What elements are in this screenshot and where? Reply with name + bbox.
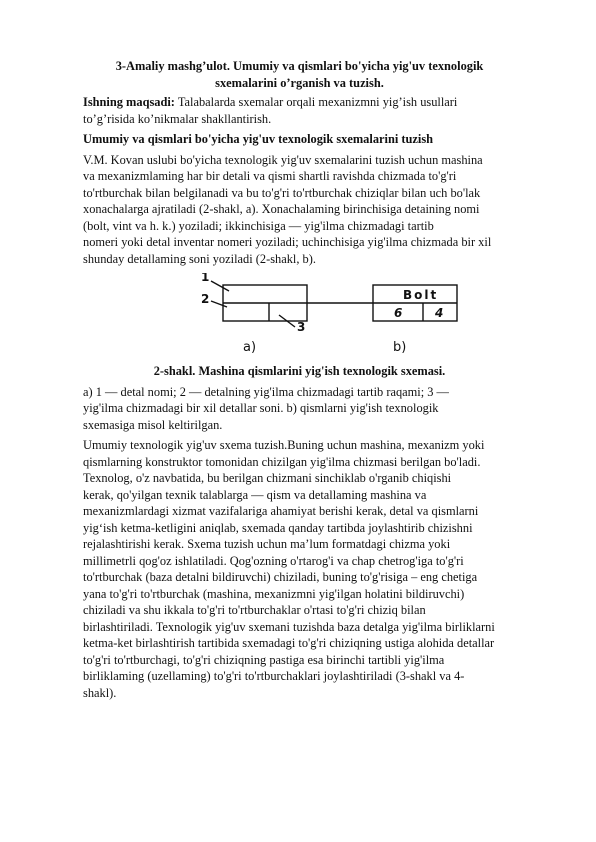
paragraph-2-line: millimetrli qog'oz ishlatiladi. Qog'ozning o'rtarog'i va chap chetrog'iga to'g'ri [83,553,464,568]
legend-line: a) 1 — detal nomi; 2 — detalning yig'ilma chizmadagi tartib raqami; 3 — [83,384,449,399]
title-line-2: sxemalarini o’rganish va tuzish. [215,75,384,90]
box-number-label: 6 [394,306,403,320]
callout-1-label: 1 [201,273,210,284]
paragraph-2-line: mexanizmlardagi xizmat vazifalariga ahamiyat berishi kerak, detal va qismlarni [83,504,479,518]
paragraph-2-line: yana to'g'ri to'rtburchak (mashina, mexanizmni yig'ilgan holatini bildiruvchi) [83,586,465,601]
document-page [83,58,516,705]
paragraph-2-line: to'g'ri to'rtburchagi, to'g'ri chiziqning pastiga esa birinchi tartibli yig'ilma [83,652,445,667]
figure-caption: 2-shakl. Mashina qismlarini yig'ish texnologik sxemasi. [153,364,446,378]
goal-text-2: to’g’risida ko’nikmalar shakllantirish. [83,111,272,126]
paragraph-1-line: nomeri yoki detal inventar nomeri yoziladi; uchinchisiga yig'ilma chizmada bir xil [83,235,492,249]
legend-line: yig'ilma chizmadagi bir xil detallar soni. b) qismlarni yig'ish texnologik [83,401,439,415]
document-title [83,58,516,91]
paragraph-2-line: chiziladi va shu ikkala to'g'ri to'rtburchaklar o'rtasi to'g'ri chiziq bilan [83,603,426,617]
paragraph-2-line: birliklaming (uzellaming) to'g'ri to'rtburchaklari joylashtiriladi (3-shakl va 4- [83,669,465,683]
goal-paragraph [83,94,516,127]
goal-text-1: Talabalarda sxemalar orqali mexanizmni yig’ish usullari [174,95,458,109]
box-count-label: 4 [435,306,444,320]
box-name-label: Bolt [403,288,439,302]
paragraph-1-line: (bolt, vint va h. k.) yoziladi; ikkinchisiga — yig'ilma chizmadagi tartib [83,218,434,233]
paragraph-2-line: qismlarning konstruktor tomonidan chizilgan yig'ilma chizmasi berilgan bo'ladi. [83,454,481,469]
assembly-scheme-diagram [83,273,516,359]
part-b-label: b) [393,340,407,355]
paragraph-1-line: xonachalarga ajratiladi (2-shakl, a). Xonachalaming birinchisiga detaining nomi [83,202,480,216]
paragraph-1-line: shunday detallaming soni yoziladi (2-shakl, b). [83,251,316,266]
paragraph-1 [83,152,516,268]
paragraph-2-line: Umumiy texnologik yig'uv sxema tuzish.Buning uchun mashina, mexanizm yoki [83,438,485,452]
paragraph-2-line: Texnolog, o'z navbatida, bu berilgan chizmani sinchiklab o'rganib chiqishi [83,471,452,485]
paragraph-2 [83,437,516,701]
paragraph-1-line: va mexanizmlaming har bir detali va qismi shartli ravishda chizmada to'g'ri [83,169,457,183]
paragraph-2-line: to'rtburchak (baza detalni bildiruvchi) chiziladi, buning to'g'risiga – eng chetiga [83,570,478,584]
paragraph-2-line: ketma-ket birlashtirish tartibida sxemadagi to'g'ri chiziqning ustiga alohida detallar [83,636,495,650]
figure-legend [83,384,516,434]
paragraph-1-line: V.M. Kovan uslubi bo'yicha texnologik yig'uv sxemalarini tuzish uchun mashina [83,152,483,167]
figure-2 [83,273,516,359]
legend-line: sxemasiga misol keltirilgan. [83,417,223,432]
paragraph-1-line: to'rtburchak bilan belgilanadi va bu to'g'ri to'rtburchak chiziqlar bilan uch bo'lak [83,185,481,200]
callout-3-label: 3 [297,320,306,334]
paragraph-2-line: birlashtiriladi. Texnologik yig'uv sxemani tuzishda baza detalga yig'ilma birliklarni [83,619,495,634]
paragraph-2-line: rejalashtirishi kerak. Sxema tuzish uchun ma’lum formatdagi chizma yoki [83,537,451,551]
part-a-label: a) [243,340,257,355]
callout-2-label: 2 [201,292,210,306]
callout-2-leader [211,301,227,307]
section-heading: Umumiy va qismlari bo'yicha yig'uv texnologik sxemalarini tuzish [83,132,434,146]
paragraph-2-line: shakl). [83,685,117,700]
paragraph-2-line: yig‘ish ketma-ketligini aniqlab, sxemada qanday tartibda joylashtirib chizishni [83,520,473,535]
goal-label: Ishning maqsadi: [83,95,175,109]
paragraph-2-line: kerak, qo'yilgan texnik talablarga — qism va detallaming mashina va [83,487,427,502]
title-line-1: 3-Amaliy mashg’ulot. Umumiy va qismlari bo'yicha yig'uv texnologik [115,59,484,73]
callout-1-leader [211,281,229,291]
